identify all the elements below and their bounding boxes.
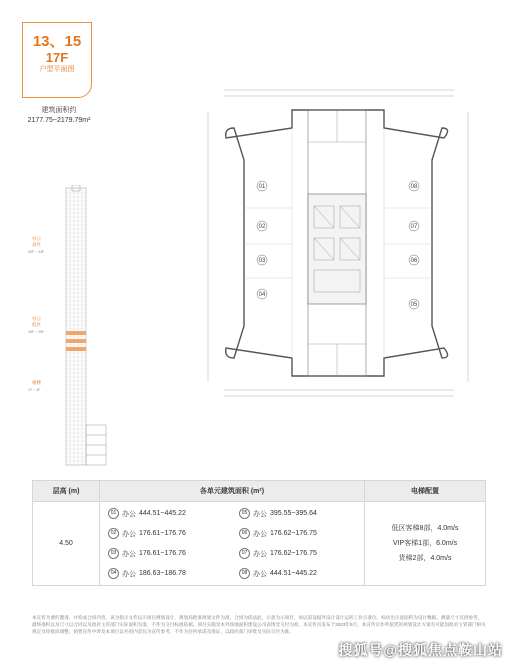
unit-number-circle: 08 — [239, 568, 250, 579]
header-unit-area: 各单元建筑面积 (m²) — [100, 481, 365, 502]
unit-area-row — [239, 508, 356, 519]
unit-number-circle: 06 — [239, 528, 250, 539]
low-zone-label: 办公 — [32, 316, 41, 321]
elevator-vip: VIP客梯1部，6.0m/s — [392, 540, 458, 547]
plan-unit-label: 08 — [410, 184, 418, 190]
unit-area-value: 186.63~186.78 — [139, 570, 186, 577]
unit-area-value: 444.51~445.22 — [139, 510, 186, 517]
unit-area-row — [108, 568, 225, 579]
unit-number-circle: 02 — [108, 528, 119, 539]
unit-area-value: 176.62~176.75 — [270, 530, 317, 537]
plan-unit-label: 01 — [258, 184, 266, 190]
building-numbers: 13、15 — [32, 33, 82, 50]
unit-number-circle: 07 — [239, 548, 250, 559]
highlight-floor-band — [66, 347, 86, 351]
unit-type: 办公 — [122, 510, 136, 518]
svg-text:1F ~ 4F: 1F ~ 4F — [28, 388, 41, 392]
elevator-low-zone: 低区客梯8部，4.0m/s — [391, 525, 459, 532]
unit-type: 办公 — [253, 510, 267, 518]
unit-area-row — [108, 528, 225, 539]
badge-caption: 户型平面图 — [39, 66, 75, 73]
plan-unit-label: 03 — [258, 258, 266, 264]
svg-text:16F ~ 29F: 16F ~ 29F — [28, 330, 45, 334]
plan-unit-label: 05 — [410, 302, 418, 308]
svg-text:低区: 低区 — [32, 322, 41, 327]
unit-area-row — [239, 548, 356, 559]
podium-label: 裙楼 — [32, 380, 41, 385]
watermark: 搜狐号@搜狐焦点鞍山站 — [338, 642, 503, 658]
highlight-floor-band — [66, 339, 86, 343]
service-core — [308, 194, 366, 304]
area-value: 2177.75~2179.79m² — [27, 117, 91, 124]
unit-number-circle: 03 — [108, 548, 119, 559]
highlight-floor-band — [66, 331, 86, 335]
unit-area-value: 176.61~176.76 — [139, 530, 186, 537]
disclaimer-text: 本宣传为要约邀请，并构成合同内容，该为指示文件以示项目规划设计，规划局批准规划文件为准，合同为依法此，示意为示项目，如以第设据外设计设计运转工业示准位，标仿出示意面积为设计数据，测量尺寸仅供参考，最终准积以及尺寸以合同以及政府主管部门实际面积为准，不作为交付标准依据。项目实施受本外场地面积建设公司表现受交付为准，本宣传页发布于2023年5月，本宣传页作所依凭的规划设计方案有可能因政府主管部门相关规定及审批而调整，销售宣传中涉及本项目以外的内容仅为宣传参考，不作为任何承诺及保证，以政府部门审批及实际交付为准。 — [32, 615, 486, 634]
unit-area-value: 444.51~445.22 — [270, 570, 317, 577]
unit-type: 办公 — [122, 570, 136, 578]
svg-text:高区: 高区 — [32, 242, 41, 247]
unit-number-circle: 01 — [108, 508, 119, 519]
unit-type: 办公 — [253, 570, 267, 578]
unit-area-row — [239, 528, 356, 539]
floor-plan-drawing — [200, 82, 480, 404]
elevator-freight: 货梯2部，4.0m/s — [398, 555, 452, 562]
unit-area-value: 176.62~176.75 — [270, 550, 317, 557]
unit-type: 办公 — [122, 550, 136, 558]
area-summary — [20, 106, 98, 126]
unit-area-row — [239, 568, 356, 579]
svg-text:30F ~ 44F: 30F ~ 44F — [28, 250, 45, 254]
unit-type: 办公 — [253, 530, 267, 538]
floor-badge — [22, 22, 92, 98]
unit-type: 办公 — [253, 550, 267, 558]
plan-unit-label: 07 — [410, 224, 418, 230]
plan-unit-label: 06 — [410, 258, 418, 264]
floor-height-value: 4.50 — [33, 502, 100, 586]
unit-number-circle: 04 — [108, 568, 119, 579]
unit-area-value: 395.55~395.64 — [270, 510, 317, 517]
plan-unit-label: 02 — [258, 224, 266, 230]
floor-number: 17F — [45, 50, 69, 65]
unit-area-row — [108, 548, 225, 559]
plan-unit-label: 04 — [258, 292, 266, 298]
high-zone-label: 办公 — [32, 236, 41, 241]
header-elevators: 电梯配置 — [365, 481, 486, 502]
unit-type: 办公 — [122, 530, 136, 538]
header-floor-height: 层高 (m) — [33, 481, 100, 502]
unit-spec-table — [32, 480, 486, 586]
unit-area-row — [108, 508, 225, 519]
unit-area-value: 176.61~176.76 — [139, 550, 186, 557]
unit-number-circle: 05 — [239, 508, 250, 519]
tower-elevation-drawing — [28, 185, 108, 475]
area-label-text: 建筑面积约 — [41, 107, 77, 114]
